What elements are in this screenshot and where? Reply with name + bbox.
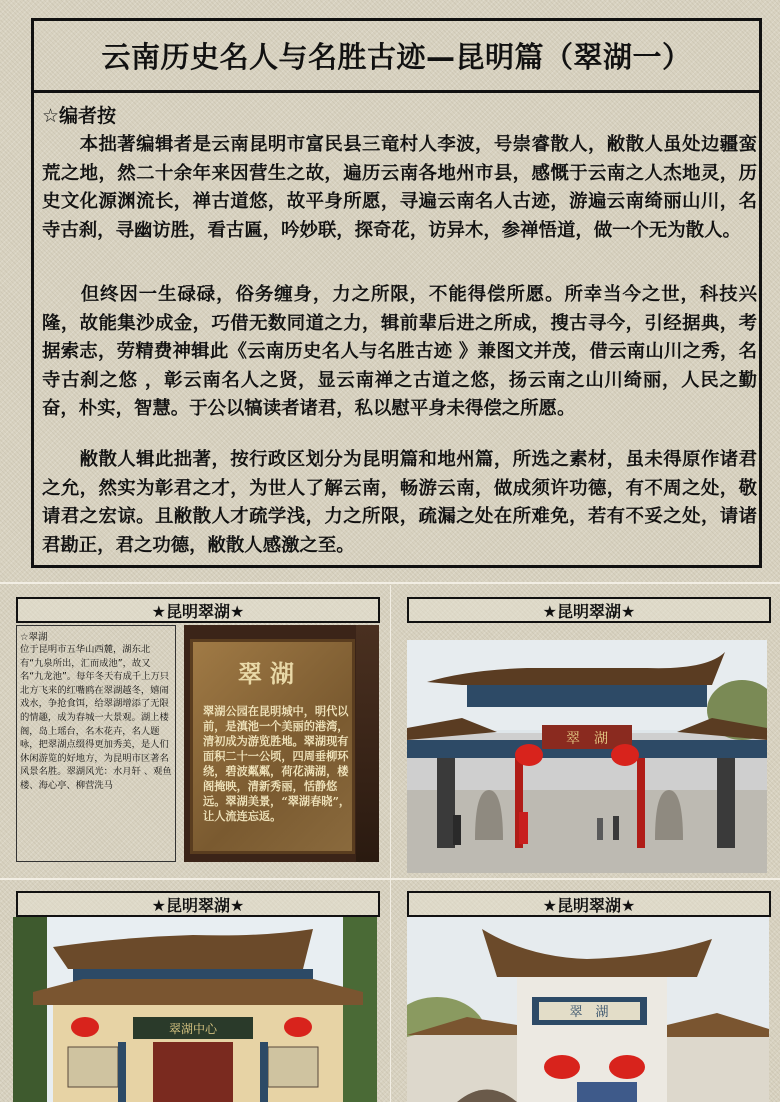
hall-illustration — [13, 917, 377, 1102]
description-heading: ☆翠湖 — [20, 632, 48, 643]
sign-board — [190, 639, 355, 854]
sign-photo — [184, 625, 379, 862]
editor-note-paragraph-2: 但终因一生碌碌，俗务缠身，力之所限，不能得偿所愿。所幸当今之世，科技兴隆，故能集沙成金，巧借无数同道之力，辑前辈后进之所成，搜古寻今，引经据典，考据索志，劳精费神辑此《云南历史名人与名胜古迹 》兼图文并茂，借云南山川之秀，名寺古刹之悠 ，彰云南名人之贤，显云南禅之古道之悠，扬云南之山川绮丽，人民之勤奋，朴实，智慧。于公以犒读者诸君，私以慰平身未得偿之所愿。 — [42, 284, 757, 420]
editor-note-paragraph-3: 敝散人辑此拙著，按行政区划分为昆明篇和地州篇，所选之素材，虽未得原作诸君之允，然实为彰君之才，为世人了解云南，畅游云南，做成须许功德，有不周之处，敬请君之宏谅。且敝散人才疏学浅，力之所限，疏漏之处在所难免，若有不妥之处，请诸君勘正，君之功德，敝散人感激之至。 — [42, 449, 757, 556]
editor-note-panel — [31, 18, 762, 568]
card-title: ★昆明翠湖★ — [407, 597, 771, 623]
gate-photo — [407, 640, 767, 873]
editor-note-paragraph-1: 本拙著编辑者是云南昆明市富民县三竜村人李波，号崇睿散人，敝散人虽处边疆蛮荒之地，然二十余年来因营生之故，遍历云南各地州市县，感慨于云南之人杰地灵，历史文化源渊流长，禅古道悠，故平身所愿，寻遍云南名人古迹，游遍云南绮丽山川，名寺古刹，寻幽访胜，看古匾，吟妙联，探奇花，访异木，参禅悟道，做一个无为散人。 — [42, 134, 757, 241]
arch-photo — [407, 917, 769, 1102]
divider — [0, 582, 780, 584]
card-title: ★昆明翠湖★ — [16, 891, 380, 917]
card-title: ★昆明翠湖★ — [407, 891, 771, 917]
gate-illustration — [407, 640, 767, 873]
sign-title: 翠湖 — [238, 659, 302, 688]
divider — [390, 585, 391, 1102]
hall-plaque: 翠湖中心 — [168, 1022, 218, 1036]
arch-illustration — [407, 917, 769, 1102]
description-box — [16, 625, 176, 862]
sign-text: 翠湖公园在昆明城中，明代以前，是滇池一个美丽的港湾，清初成为游览胜地。翠湖现有面积二十一公顷，四周垂柳环绕，碧波粼粼，荷花满湖，楼阁掩映，清新秀丽，恬静悠远。翠湖美景，“翠湖春晓”，让人流连忘返。 — [203, 704, 351, 823]
hall-photo — [13, 917, 377, 1102]
divider — [0, 878, 780, 880]
card-title: ★昆明翠湖★ — [16, 597, 380, 623]
page-title: 云南历史名人与名胜古迹—昆明篇（翠湖一） — [101, 40, 692, 74]
pillar — [356, 625, 379, 862]
gate-plaque: 翠 湖 — [566, 731, 608, 747]
arch-plaque: 翠 湖 — [569, 1005, 609, 1020]
description-text: 位于昆明市五华山西麓，湖东北有“九泉所出，汇而成池”，故又名“九龙池”。每年冬天有成千上万只北方飞来的红嘴鸥在翠湖越冬，嬉闹戏水，争抢食饵，给翠湖增添了无限的情趣，成为春城一大景观。湖上楼阁，岛上瑶台，名木花卉，名人题咏，把翠湖点缀得更加秀美，是人们休闲游览的好地方，为昆明市区著名风景名胜。翠湖风光：水月轩 、观鱼楼、海心亭、柳营洗马 — [20, 644, 172, 791]
editor-note-heading: ☆编者按 — [42, 105, 117, 127]
title-bar — [34, 21, 759, 93]
